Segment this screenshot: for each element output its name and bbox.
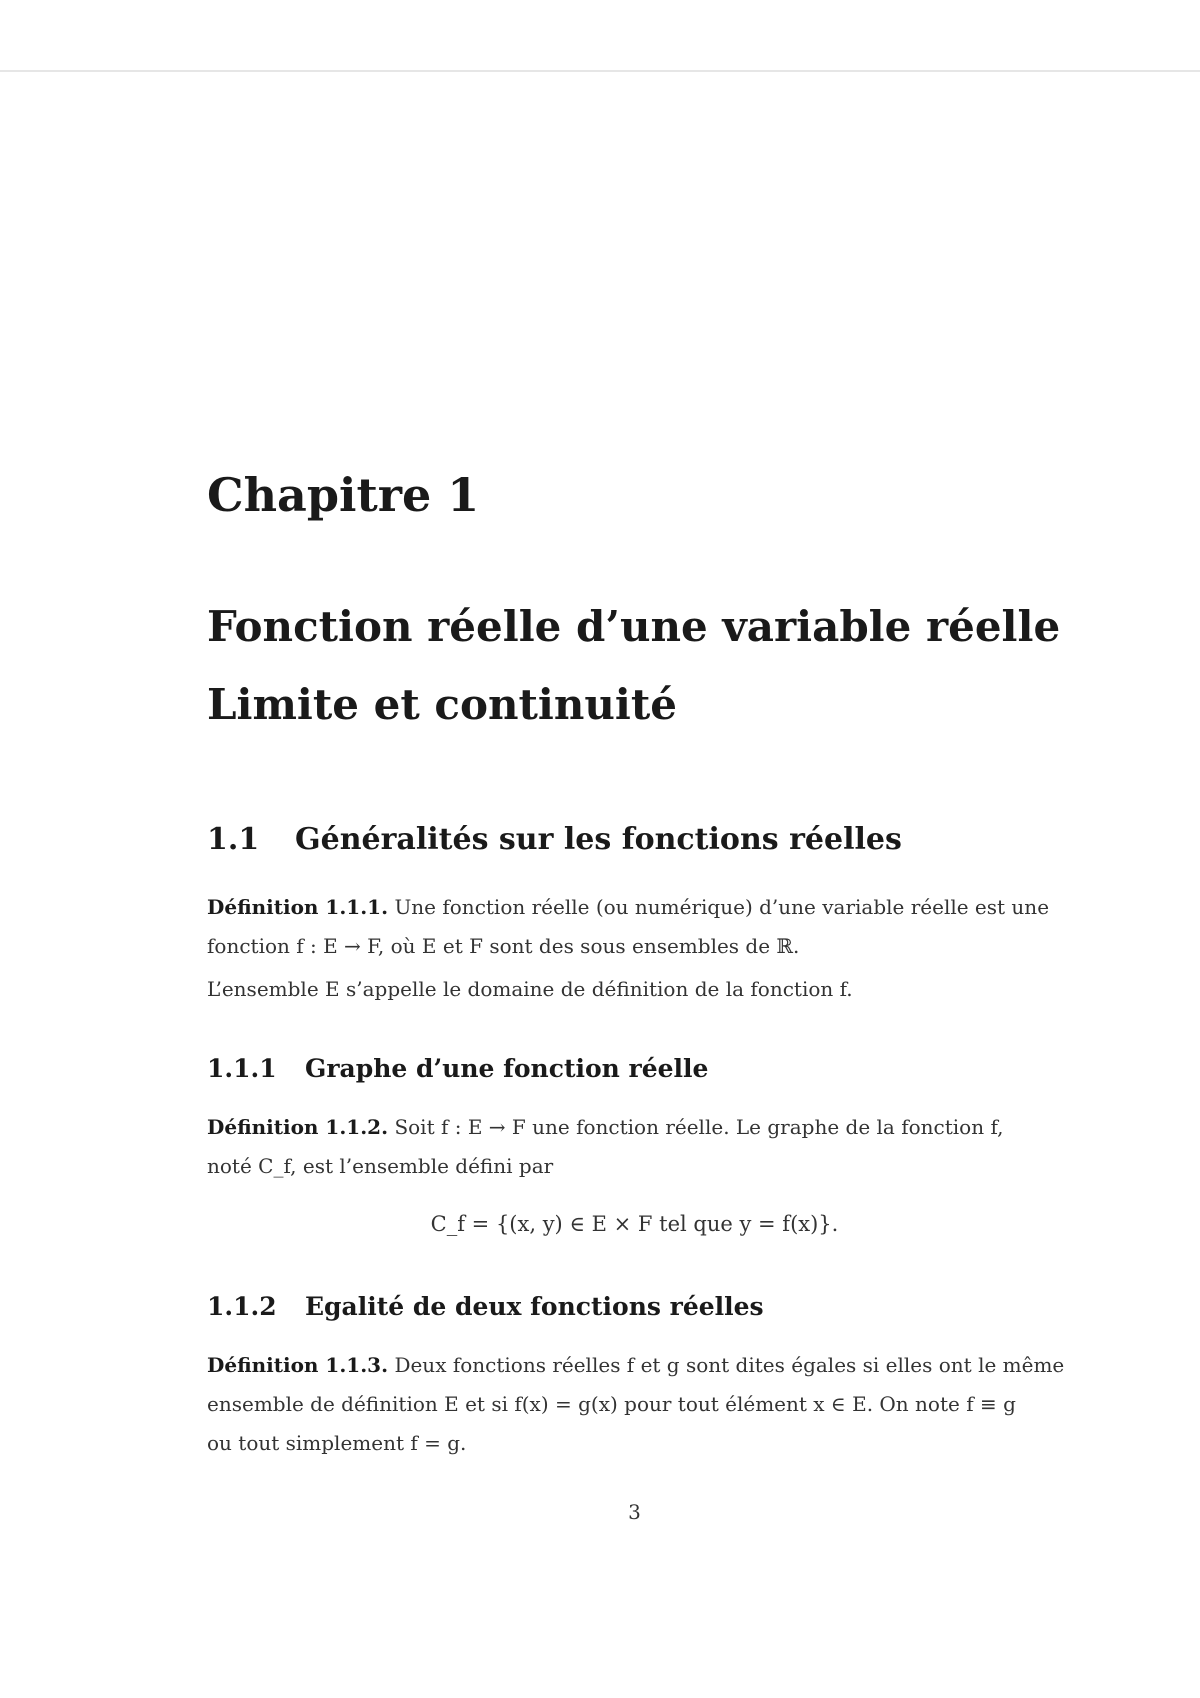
definition-line: Définition 1.1.2. Soit f : E → F une fonction réelle. Le graphe de la fonction f, xyxy=(207,1115,1004,1139)
section-title: Généralités sur les fonctions réelles xyxy=(295,822,902,857)
definition-line: ou tout simplement f = g. xyxy=(207,1431,467,1455)
subsection-number: 1.1.2 xyxy=(207,1292,277,1321)
section-heading-1-1 xyxy=(207,822,902,857)
subsection-heading-1-1-1 xyxy=(207,1054,708,1083)
chapter-title-line2: Limite et continuité xyxy=(207,680,677,729)
definition-line: ensemble de définition E et si f(x) = g(x) pour tout élément x ∈ E. On note f ≡ g xyxy=(207,1392,1016,1416)
chapter-label: Chapitre 1 xyxy=(207,468,480,522)
subsection-heading-1-1-2 xyxy=(207,1292,764,1321)
subsection-title: Graphe d’une fonction réelle xyxy=(305,1054,709,1083)
top-divider xyxy=(0,70,1200,72)
definition-1-1-1 xyxy=(207,888,1062,1009)
subsection-title: Egalité de deux fonctions réelles xyxy=(305,1292,764,1321)
section-number: 1.1 xyxy=(207,822,260,857)
definition-label: Définition 1.1.1. xyxy=(207,895,389,919)
graph-formula: C_f = {(x, y) ∈ E × F tel que y = f(x)}. xyxy=(430,1212,839,1236)
definition-line: Définition 1.1.3. Deux fonctions réelles f et g sont dites égales si elles ont le même xyxy=(207,1353,1065,1377)
page-number: 3 xyxy=(628,1500,641,1524)
definition-label: Définition 1.1.2. xyxy=(207,1115,389,1139)
definition-line: noté C_f, est l’ensemble défini par xyxy=(207,1154,554,1178)
definition-line: L’ensemble E s’appelle le domaine de définition de la fonction f. xyxy=(207,977,853,1001)
chapter-title xyxy=(207,588,1062,744)
chapter-title-line1: Fonction réelle d’une variable réelle xyxy=(207,602,1061,651)
definition-1-1-2 xyxy=(207,1108,1062,1186)
subsection-number: 1.1.1 xyxy=(207,1054,277,1083)
definition-line: fonction f : E → F, où E et F sont des sous ensembles de ℝ. xyxy=(207,934,800,958)
definition-label: Définition 1.1.3. xyxy=(207,1353,389,1377)
definition-line: Définition 1.1.1. Une fonction réelle (ou numérique) d’une variable réelle est une xyxy=(207,895,1050,919)
definition-1-1-3 xyxy=(207,1346,1065,1463)
